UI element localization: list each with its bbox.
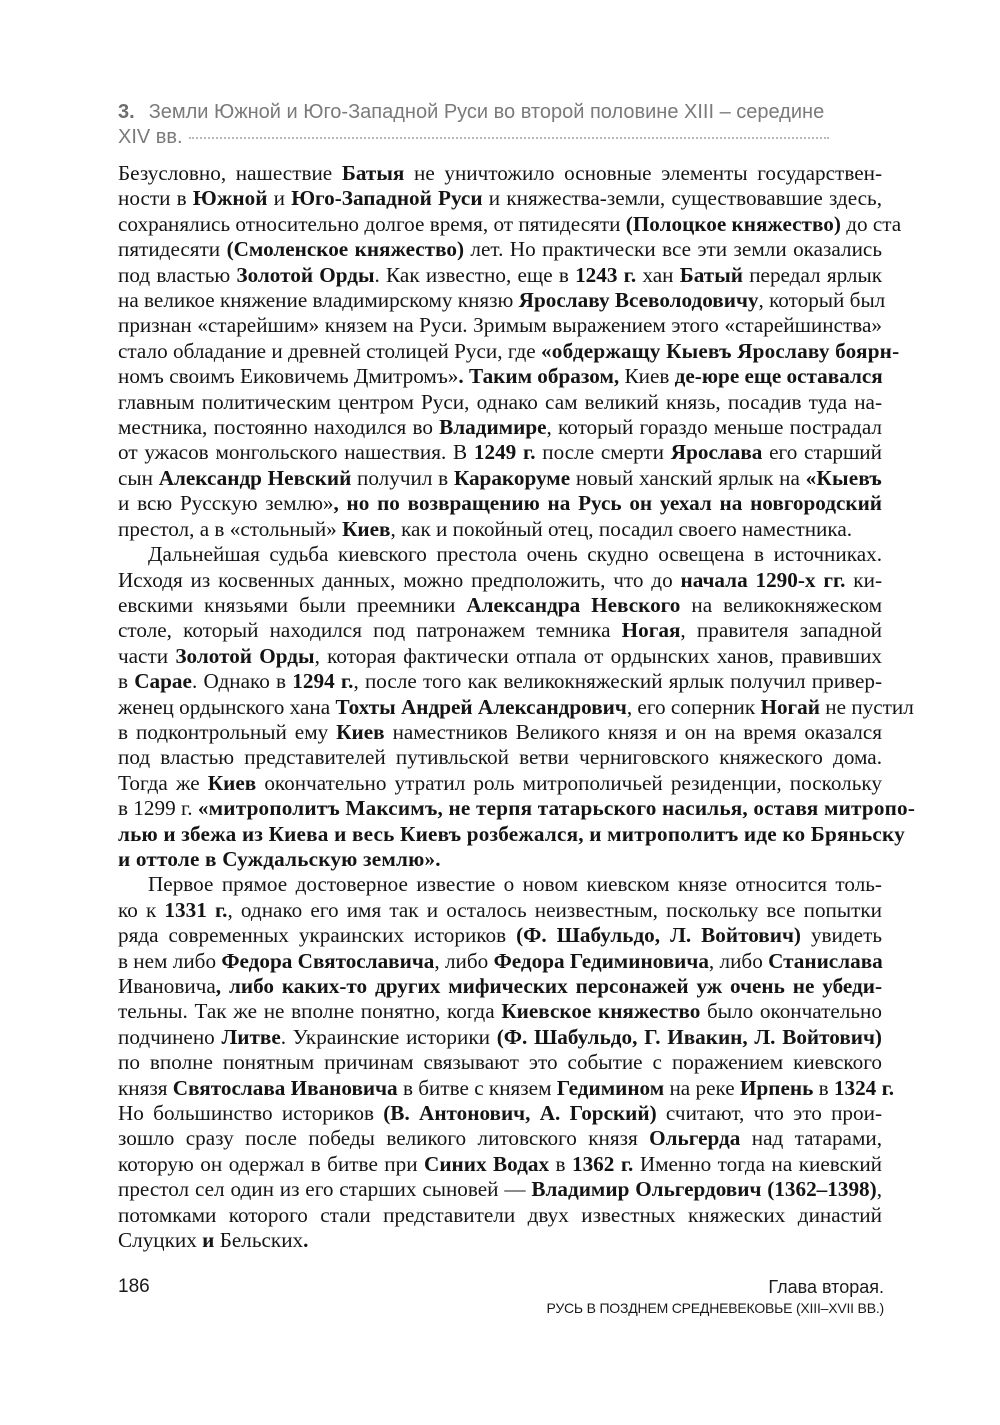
text-line [118, 542, 882, 567]
bold-term: Золотой Орды [236, 262, 375, 287]
text-fragment: Ивановича [118, 974, 216, 998]
text-fragment: столе, который находился под патронажем темника [118, 618, 622, 643]
text-line [118, 669, 882, 694]
section-title-line1: Земли Южной и Юго-Западной Руси во второй половине XIII – середине [148, 101, 825, 123]
text-fragment: , правителя западной [680, 618, 883, 643]
text-fragment: , либо [434, 948, 494, 973]
text-fragment: над татарами, [740, 1126, 883, 1151]
text-fragment: получил в [351, 465, 454, 490]
text-line [118, 390, 882, 415]
text-fragment: хан [636, 262, 680, 287]
running-footer [547, 1276, 885, 1318]
bold-term: . [303, 1228, 309, 1253]
bold-term: «митрополитъ Максимъ, не терпя татарьского насилья, оставя митропо- [197, 796, 916, 821]
bold-term: Каракоруме [453, 465, 571, 490]
text-fragment: Дальнейшая судьба киевского престола очень скудно освещена в источниках. [148, 542, 882, 567]
bold-term: Ногая [621, 618, 681, 643]
text-line [118, 161, 882, 186]
text-line [118, 1203, 882, 1228]
section-number: 3. [118, 101, 135, 123]
bold-term: Киевское княжество [501, 999, 701, 1024]
text-fragment: части [118, 643, 176, 668]
text-line [118, 821, 905, 847]
bold-term: (Ф. Шабульдо, Л. Войтович) [516, 923, 801, 948]
text-fragment: , как и покойный отец, посадил своего наместника. [390, 516, 853, 541]
bold-term: (Смоленское княжество) [226, 237, 465, 262]
bold-term: 1324 г. [833, 1075, 895, 1100]
text-fragment: в 1299 г. [118, 796, 198, 821]
text-fragment: престол, а в «стольный» [118, 516, 343, 541]
text-fragment: передал ярлык [742, 262, 882, 287]
text-line [118, 1050, 882, 1075]
text-line [118, 1101, 882, 1126]
bold-term: «Кыевъ [805, 465, 882, 490]
bold-term: Литве [221, 1024, 281, 1049]
text-fragment: ки- [845, 567, 882, 592]
text-fragment: евскими князьями были преемники [118, 592, 467, 617]
text-fragment: главным политическим центром Руси, однако сам великий князь, посадив туда на- [118, 389, 882, 414]
bold-term: 1249 г. [473, 440, 536, 465]
text-line [118, 999, 882, 1024]
text-fragment: по вполне понятным причинам связывают это событие с поражением киевского [118, 1050, 882, 1075]
text-fragment: местника, постоянно находился во [118, 415, 440, 440]
chapter-title: РУСЬ В ПОЗДНЕМ СРЕДНЕВЕКОВЬЕ (XIII–XVII ВВ.) [546, 1300, 884, 1316]
text-line [118, 720, 882, 745]
text-line [118, 415, 882, 440]
text-fragment: , который был [758, 288, 886, 313]
text-fragment: подчинено [118, 1024, 222, 1049]
text-fragment: на великокняжеском [680, 592, 883, 617]
bold-term: Ногай [760, 694, 820, 719]
text-fragment: Тогда же [118, 770, 208, 795]
text-fragment: в подконтрольный ему [118, 719, 337, 744]
text-fragment: Слуцких [118, 1228, 197, 1253]
text-fragment: его старший [762, 440, 882, 465]
text-fragment: считают, что это прои- [656, 1101, 882, 1126]
text-fragment: в битве с князем [397, 1075, 557, 1100]
text-fragment: лет. Но практически все эти земли оказались [464, 237, 882, 262]
text-line [118, 618, 882, 643]
text-fragment: от ужасов монгольского нашествия. В [118, 440, 474, 465]
bold-term: Федора Святославича [221, 948, 435, 973]
text-fragment: увидеть [800, 923, 882, 948]
bold-term: Тохты Андрей Александрович [335, 694, 627, 719]
bold-term: «обдержащу Кыевъ Ярославу боярн- [540, 338, 900, 363]
bold-term: , либо каких-то других мифических персонажей уж очень не убеди- [215, 974, 882, 998]
bold-term: . Таким образом, [458, 364, 625, 389]
bold-term: (В. Антонович, А. Горский) [383, 1101, 657, 1126]
text-line [118, 364, 882, 389]
text-line [118, 872, 882, 897]
body-text [118, 161, 916, 1253]
bold-term: Станислава [768, 948, 883, 973]
bold-term: Киев [336, 719, 385, 744]
heading-rule [189, 137, 829, 139]
text-line [118, 440, 882, 465]
bold-term: де-юре еще оставался [669, 364, 883, 389]
text-fragment: признан «старейшим» князем на Руси. Зримым выражением этого «старейшинства» [118, 313, 882, 338]
text-fragment: Именно тогда на киевский [633, 1151, 883, 1176]
bold-term: Синих Водах [424, 1151, 550, 1176]
bold-term: начала 1290-х гг. [680, 567, 846, 592]
bold-term: и [196, 1228, 220, 1253]
text-line [118, 237, 882, 262]
bold-term: Александра Невского [466, 592, 681, 617]
text-fragment: Исходя из косвенных данных, можно предположить, что до [118, 567, 681, 592]
text-line [118, 186, 882, 211]
text-fragment: наместников Великого князя и он на время оказался [384, 719, 882, 744]
text-line [118, 694, 914, 720]
text-fragment: окончательно утратил роль митрополичьей резиденции, поскольку [256, 770, 882, 795]
text-fragment: , который гораздо меньше пострадал [546, 415, 882, 440]
bold-term: 1331 г. [164, 897, 228, 922]
text-fragment: и княжества-земли, существовавшие здесь, [482, 186, 883, 211]
bold-term: Святослава Ивановича [172, 1075, 398, 1100]
bold-term: Ярославу Всеволодовичу [518, 288, 759, 313]
bold-term: Ольгерда [649, 1126, 741, 1151]
text-fragment: Бельских [219, 1228, 304, 1253]
bold-term: Сарае [134, 669, 192, 694]
bold-term: (Полоцкое княжество) [625, 211, 841, 236]
bold-term: 1243 г. [575, 262, 637, 287]
text-fragment: сын [118, 465, 159, 490]
bold-term: Александр Невский [158, 465, 352, 490]
bold-term: . [435, 846, 441, 871]
text-fragment: ряда современных украинских историков [118, 923, 517, 948]
bold-term: Батыя [341, 161, 405, 185]
text-fragment: престол сел один из его старших сыновей — [118, 1177, 532, 1202]
text-fragment: . Украинские историки [280, 1024, 497, 1049]
text-line [118, 745, 882, 770]
text-fragment: князя [118, 1075, 173, 1100]
bold-term: Ирпень [739, 1075, 814, 1100]
text-line [118, 517, 882, 542]
text-fragment: тельны. Так же не вполне понятно, когда [118, 999, 502, 1024]
text-fragment: до ста [840, 211, 902, 236]
text-fragment: , [876, 1177, 882, 1202]
bold-term: Батый [679, 262, 743, 287]
bold-term: Владимире [439, 415, 547, 440]
text-fragment: пятидесяти [118, 237, 227, 262]
text-fragment: женец ордынского хана [118, 694, 336, 719]
text-fragment: под властью представителей путивльской ветви черниговского княжеского дома. [118, 745, 882, 770]
text-fragment: в нем либо [118, 948, 222, 973]
text-fragment: не уничтожило основные элементы государствен- [404, 161, 882, 185]
bold-term: (Ф. Шабульдо, Г. Ивакин, Л. Войтович) [496, 1024, 882, 1049]
text-fragment: Безусловно, нашествие [118, 161, 342, 185]
text-line [118, 1228, 882, 1253]
text-fragment: , либо [708, 948, 769, 973]
text-line [118, 491, 882, 516]
text-fragment: в [813, 1075, 834, 1100]
bold-term: Юго-Западной Руси [291, 186, 483, 211]
bold-term: Киев [342, 516, 391, 541]
text-line [118, 644, 882, 669]
text-fragment: Киев [624, 364, 670, 389]
text-fragment: , которая фактически отпала от ордынских ханов, правивших [314, 643, 883, 668]
text-fragment: стало обладание и древней столицей Руси, где [118, 338, 541, 363]
text-fragment: сохранялись относительно долгое время, от пятидесяти [118, 211, 626, 236]
text-line [118, 1177, 882, 1202]
text-line [118, 466, 882, 491]
section-heading [118, 100, 888, 150]
text-fragment: после смерти [535, 440, 671, 465]
bold-term: Ярослава [670, 440, 763, 465]
text-line [118, 1075, 895, 1101]
text-fragment: на великое княжение владимирскому князю [118, 288, 519, 313]
text-fragment: в [118, 669, 135, 694]
text-line [118, 923, 882, 948]
text-line [118, 771, 882, 796]
text-line [118, 313, 882, 338]
bold-term: Владимир Ольгердович (1362–1398) [531, 1177, 877, 1202]
text-fragment: , его соперник [626, 694, 761, 719]
bold-term: 1362 г. [571, 1151, 634, 1176]
text-line [118, 338, 900, 364]
text-fragment: и [267, 186, 292, 211]
text-fragment: ности в [118, 186, 193, 211]
section-title-line2: XIV вв. [118, 126, 183, 148]
text-line [118, 288, 886, 313]
bold-term: Южной [192, 186, 268, 211]
bold-term: Киев [207, 770, 257, 795]
text-fragment: . Однако в [191, 669, 293, 694]
text-fragment: Но большинство историков [118, 1101, 384, 1126]
text-line [118, 1152, 882, 1177]
text-fragment: , после того как великокняжеский ярлык получил привер- [353, 669, 883, 694]
text-fragment: Первое прямое достоверное известие о новом киевском князе относится толь- [148, 872, 882, 897]
text-fragment: которую он одержал в битве при [118, 1151, 425, 1176]
text-line [118, 1025, 882, 1050]
text-fragment: в [549, 1151, 572, 1176]
bold-term: 1294 г. [292, 669, 354, 694]
text-fragment: и всю Русскую землю» [118, 491, 334, 516]
bold-term: , но по возвращению на Русь он уехал на новгородский [333, 491, 883, 516]
text-fragment: под властью [118, 262, 237, 287]
text-line [118, 568, 882, 593]
text-line [118, 1126, 882, 1151]
page-number: 186 [118, 1276, 150, 1297]
text-fragment: новый ханский ярлык на [570, 465, 806, 490]
text-line [118, 898, 882, 923]
text-line [118, 211, 902, 237]
text-line [118, 847, 882, 872]
text-fragment: . Как известно, еще в [374, 262, 576, 287]
text-fragment: ко к [118, 897, 165, 922]
text-line [118, 974, 882, 999]
text-fragment: не пустил [819, 694, 914, 719]
bold-term: Гедимином [556, 1075, 665, 1100]
text-fragment: потомками которого стали представители двух известных княжеских династий [118, 1202, 882, 1227]
chapter-label: Глава вторая. [768, 1277, 884, 1297]
text-line [118, 949, 882, 974]
bold-term: и оттоле в Суждальскую землю» [118, 846, 436, 871]
bold-term: Золотой Орды [175, 643, 315, 668]
bold-term: лью и збежа из Киева и весь Киевъ розбежался, и митрополитъ иде ко Бряньску [118, 821, 905, 846]
text-fragment: , однако его имя так и осталось неизвестным, поскольку все попытки [227, 897, 883, 922]
text-fragment: зошло сразу после победы великого литовского князя [118, 1126, 650, 1151]
text-line [118, 796, 916, 821]
text-fragment: номъ своимъ Еиковичемь Дмитромъ» [118, 364, 459, 389]
text-fragment: было окончательно [700, 999, 882, 1024]
bold-term: Федора Гедиминовича [493, 948, 709, 973]
text-fragment: на реке [664, 1075, 740, 1100]
text-line [118, 263, 882, 288]
text-line [118, 593, 882, 618]
